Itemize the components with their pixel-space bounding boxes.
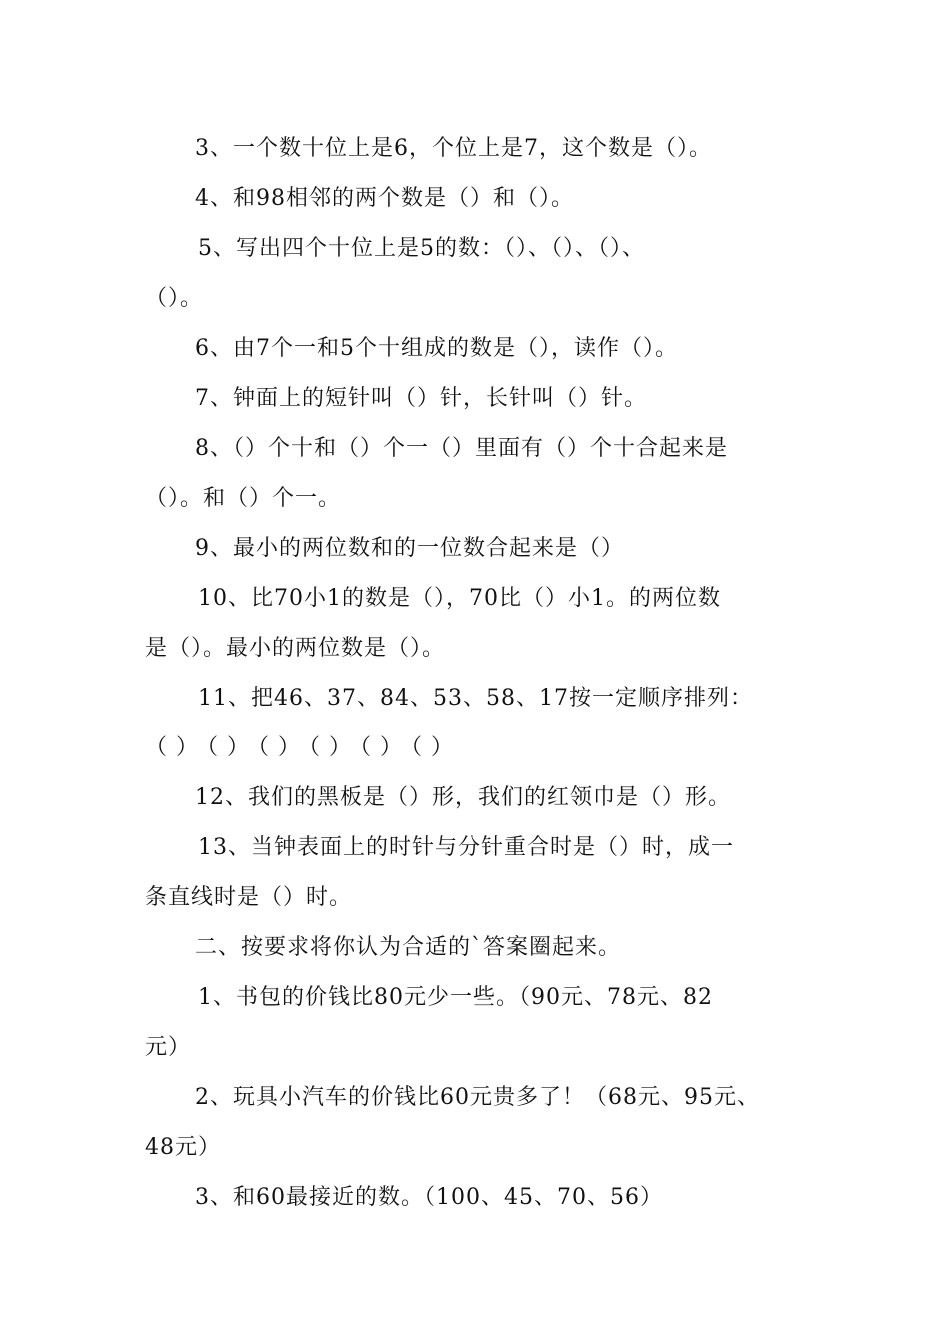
question-4: 4、和98相邻的两个数是（）和（）。 xyxy=(195,186,574,211)
question-6: 6、由7个一和5个十组成的数是（），读作（）。 xyxy=(195,336,678,361)
question-5-continued: （）。 xyxy=(145,286,204,311)
question-10: 10、比70小1的数是（），70比（）小1。的两位数 xyxy=(198,586,721,611)
section-2-question-2-continued: 48元） xyxy=(145,1135,221,1160)
question-3: 3、一个数十位上是6，个位上是7，这个数是（）。 xyxy=(195,136,712,161)
question-13-continued: 条直线时是（）时。 xyxy=(145,885,353,910)
section-2-heading: 二、按要求将你认为合适的`答案圈起来。 xyxy=(195,935,622,960)
question-7: 7、钟面上的短针叫（）针，长针叫（）针。 xyxy=(195,386,647,411)
question-10-continued: 是（）。最小的两位数是（）。 xyxy=(145,636,446,661)
section-2-question-1: 1、书包的价钱比80元少一些。（90元、78元、82 xyxy=(198,985,713,1010)
section-2-question-1-continued: 元） xyxy=(145,1035,192,1060)
section-2-question-3: 3、和60最接近的数。（100、45、70、56） xyxy=(195,1185,663,1210)
question-5: 5、写出四个十位上是5的数：（）、（）、（）、 xyxy=(198,236,645,261)
question-8: 8、（）个十和（）个一（）里面有（）个十合起来是 xyxy=(195,436,728,461)
question-13: 13、当钟表面上的时针与分针重合时是（）时，成一 xyxy=(198,835,734,860)
question-9: 9、最小的两位数和的一位数合起来是（） xyxy=(195,536,624,561)
section-2-question-2: 2、玩具小汽车的价钱比60元贵多了！（68元、95元、 xyxy=(195,1085,760,1110)
question-11: 11、把46、37、84、53、58、17按一定顺序排列： xyxy=(198,686,753,711)
question-8-continued: （）。和（）个一。 xyxy=(145,486,342,511)
question-11-answer-blanks: （）（）（）（）（）（） xyxy=(145,735,463,760)
question-12: 12、我们的黑板是（）形，我们的红领巾是（）形。 xyxy=(195,785,731,810)
